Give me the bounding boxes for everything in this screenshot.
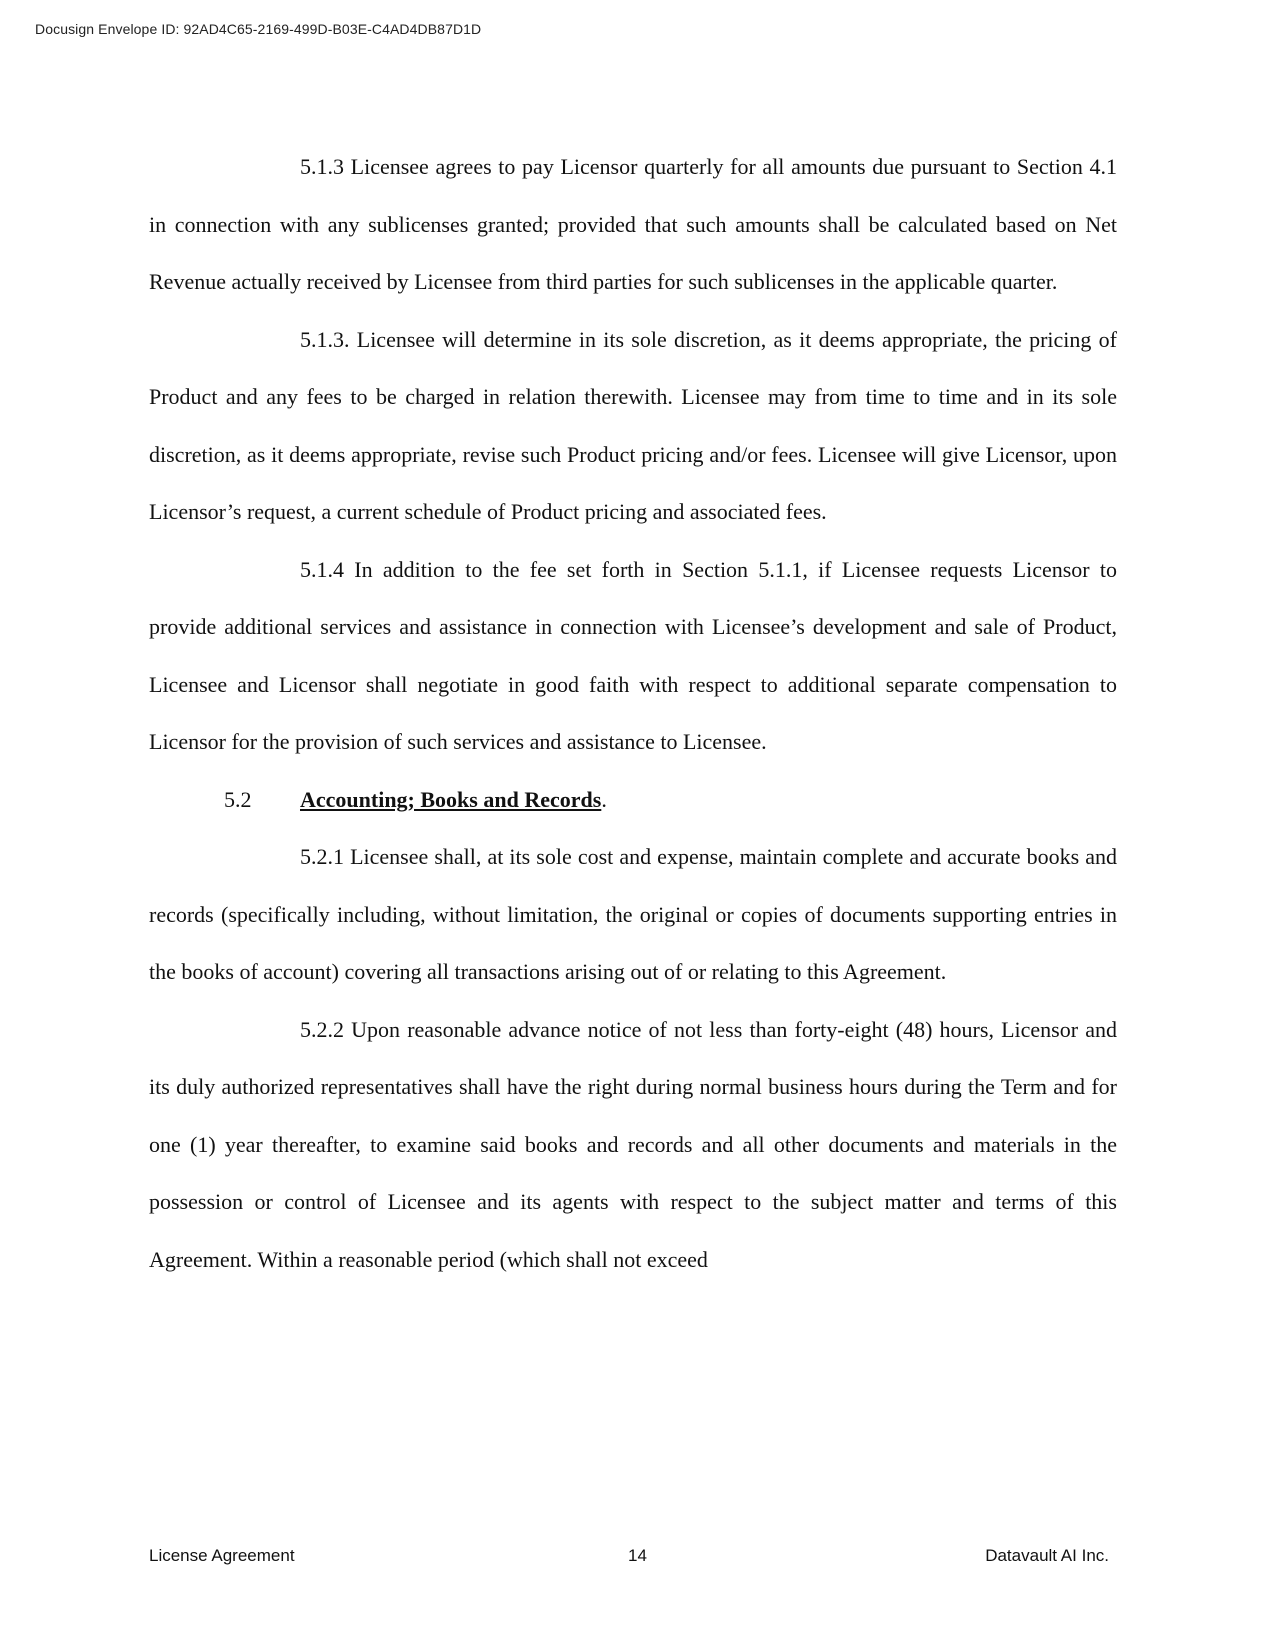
section-5-2-title-wrap [300, 771, 607, 829]
docusign-envelope-id: Docusign Envelope ID: 92AD4C65-2169-499D-B03E-C4AD4DB87D1D [35, 21, 482, 37]
footer-document-title: License Agreement [149, 1546, 295, 1565]
footer-company-name: Datavault AI Inc. [985, 1546, 1109, 1565]
section-5-2-2-inspection-rights: 5.2.2 Upon reasonable advance notice of not less than forty-eight (48) hours, Licensor and its duly authorized representatives shall have the right during normal business hours during the Term and for one (1) year thereafter, to examine said books and records and all other documents and materials in the possession or control of Licensee and its agents with respect to the subject matter and terms of this Agreement. Within a reasonable period (which shall not exceed [149, 1016, 1117, 1272]
section-5-1-4-additional-services: 5.1.4 In addition to the fee set forth in Section 5.1.1, if Licensee requests Licensor to provide additional services and assistance in connection with Licensee’s development and sale of Product, Licensee and Licensor shall negotiate in good faith with respect to additional separate compensation to Licensor for the provision of such services and assistance to Licensee. [149, 556, 1117, 754]
section-5-2-title-period: . [601, 786, 607, 812]
section-5-2-number: 5.2 [224, 786, 252, 812]
document-body [149, 138, 1117, 1288]
section-5-2-1-books-records: 5.2.1 Licensee shall, at its sole cost and expense, maintain complete and accurate books and records (specifically including, without limitation, the original or copies of documents supporting entries in the books of account) covering all transactions arising out of or relating to this Agreement. [149, 844, 1117, 984]
section-5-1-3-pricing: 5.1.3. Licensee will determine in its sole discretion, as it deems appropriate, the pricing of Product and any fees to be charged in relation therewith. Licensee may from time to time and in its sole discretion, as it deems appropriate, revise such Product pricing and/or fees. Licensee will give Licensor, upon Licensor’s request, a current schedule of Product pricing and associated fees. [149, 326, 1117, 524]
section-5-2-title: Accounting; Books and Records [300, 786, 602, 812]
footer-page-number: 14 [628, 1546, 647, 1565]
section-5-1-3-sublicense-payments: 5.1.3 Licensee agrees to pay Licensor quarterly for all amounts due pursuant to Section 4.1 in connection with any sublicenses granted; provided that such amounts shall be calculated based on Net Revenue actually received by Licensee from third parties for such sublicenses in the applicable quarter. [149, 154, 1117, 294]
section-5-2-heading [149, 771, 1117, 829]
